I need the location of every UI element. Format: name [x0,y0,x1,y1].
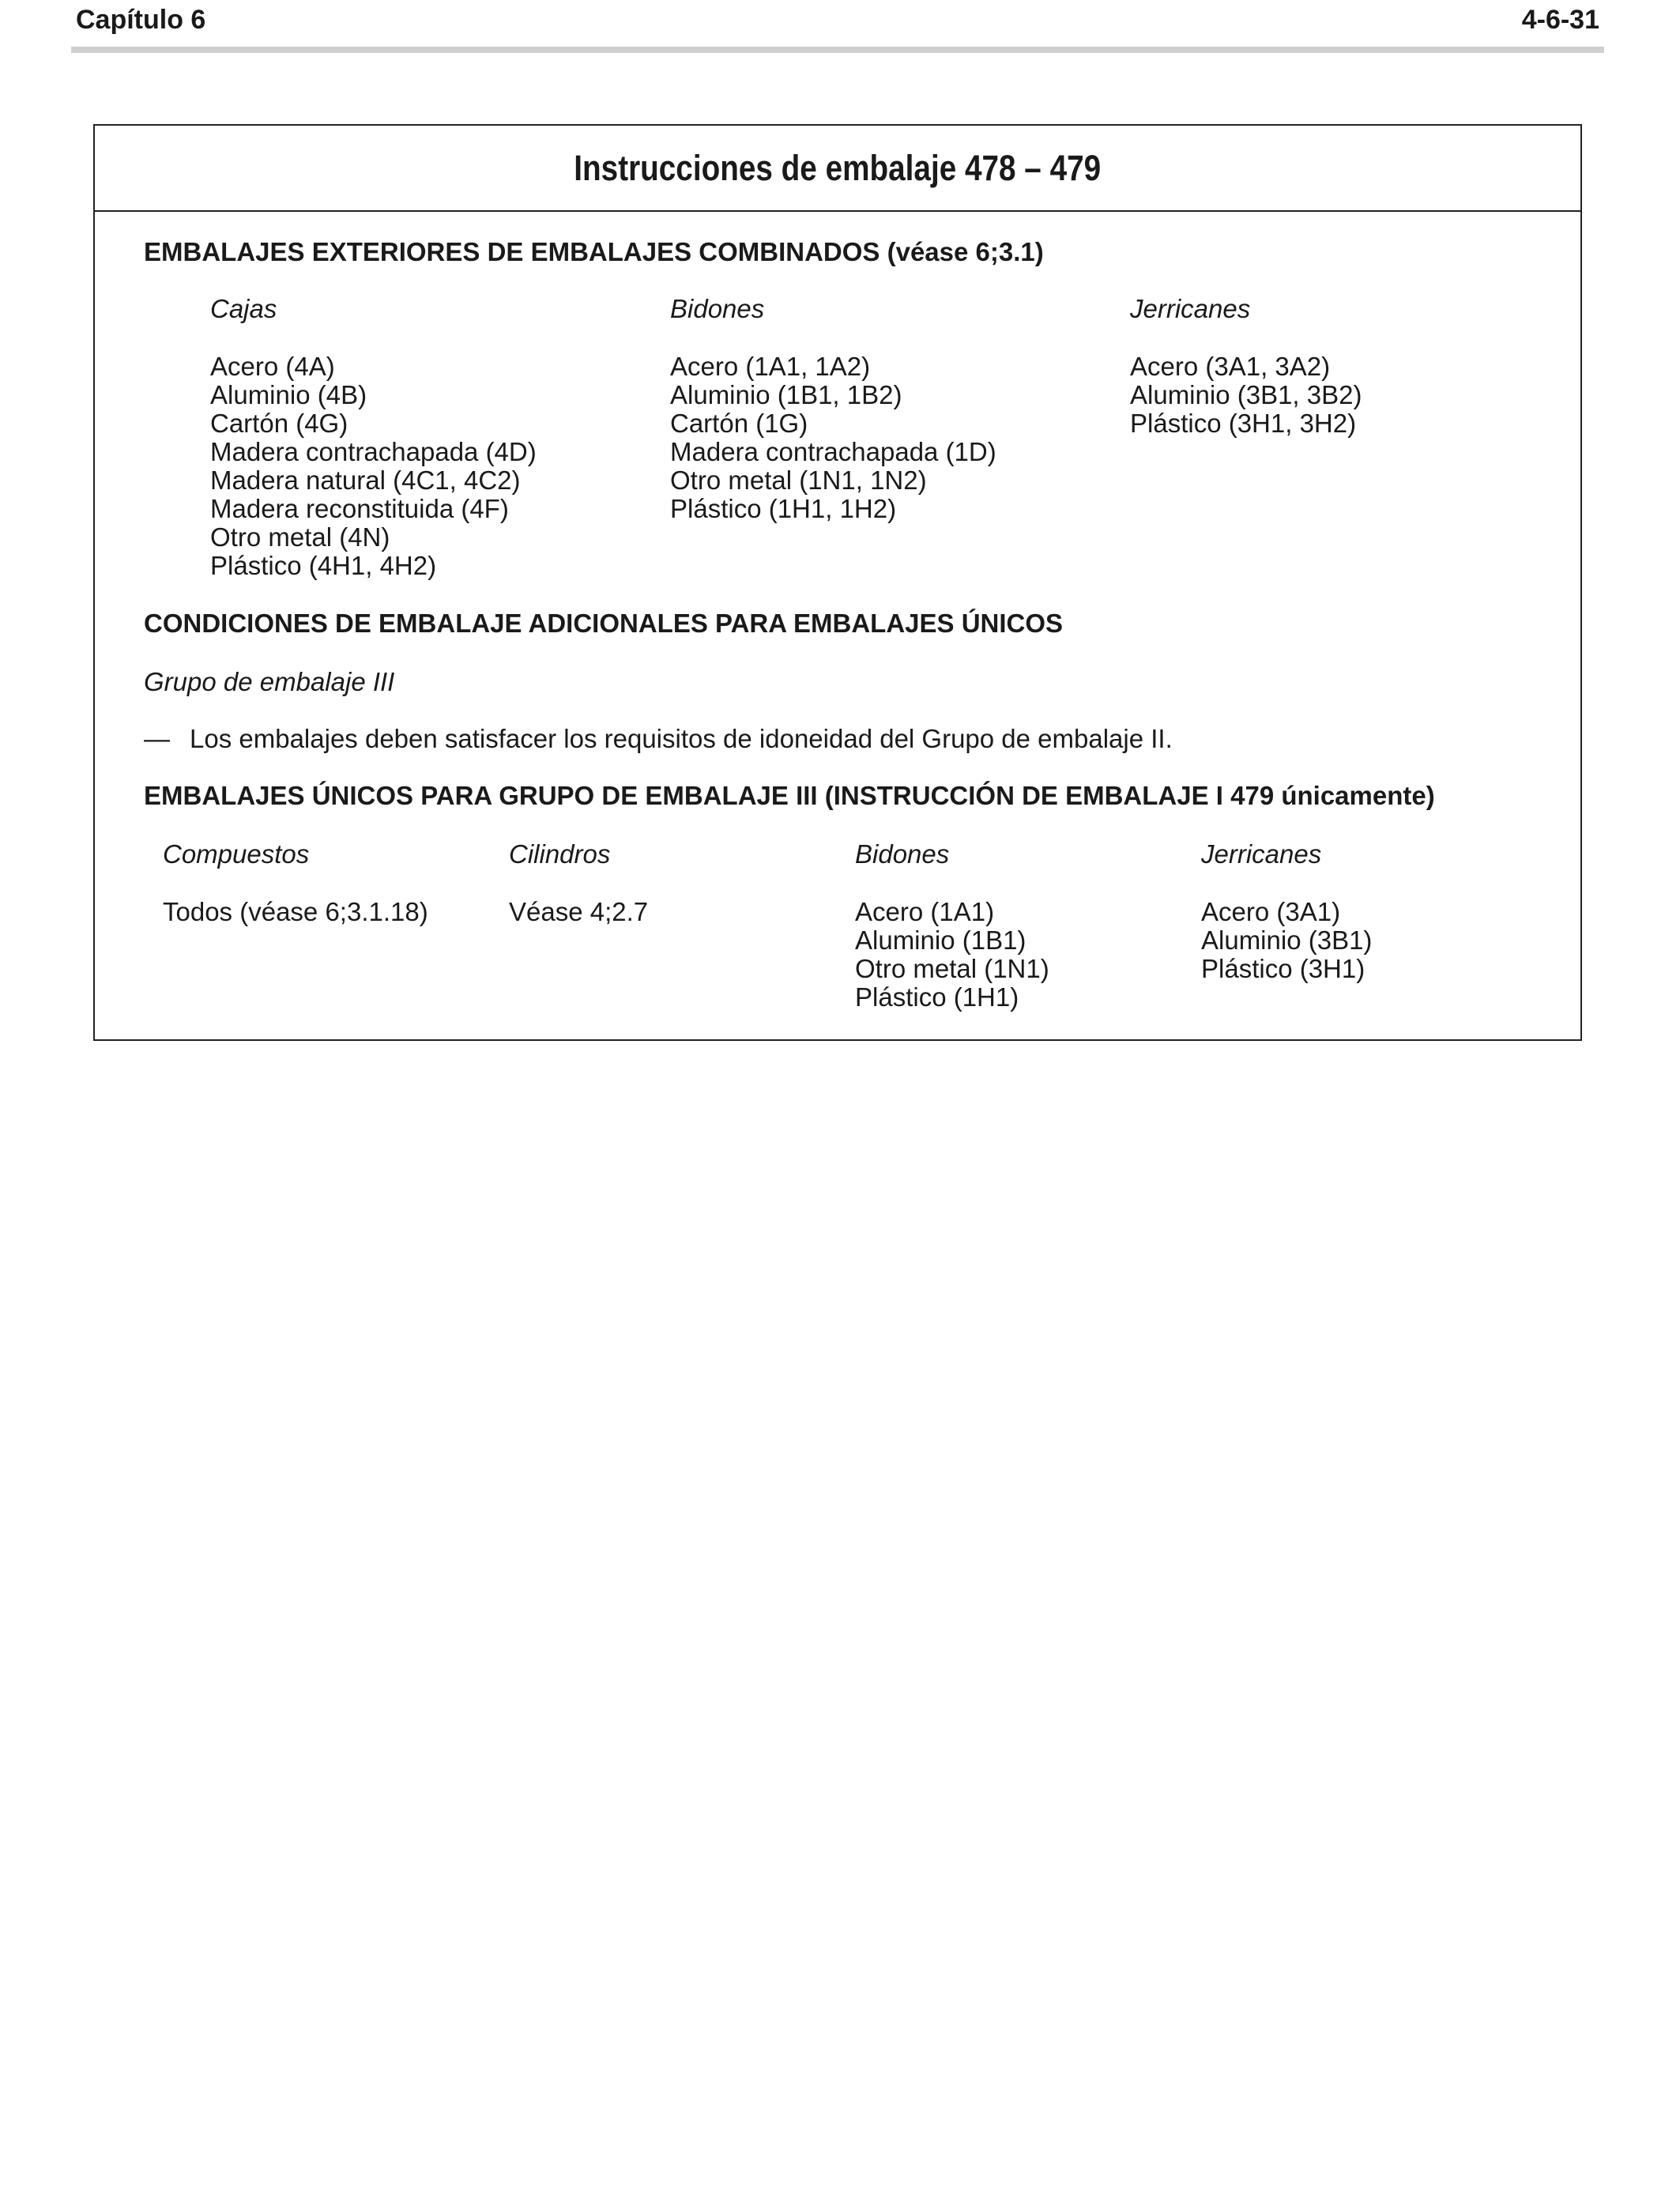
packing-instruction-box [93,124,1582,1041]
conditions-heading: CONDICIONES DE EMBALAJE ADICIONALES PARA EMBALAJES ÚNICOS [144,609,1064,638]
list-item: Madera natural (4C1, 4C2) [210,466,521,495]
list-item: Madera contrachapada (1D) [670,437,996,466]
chapter-label: Capítulo 6 [76,5,206,35]
list-item: Aluminio (1B1, 1B2) [670,380,902,409]
single-compuestos-list [163,898,428,926]
list-item: Plástico (3H1) [1201,954,1365,983]
single-col-cilindros-label: Cilindros [509,839,611,869]
list-item: Aluminio (4B) [210,380,367,409]
list-item: Acero (1A1, 1A2) [670,352,871,381]
outer-cajas-list [210,352,537,580]
list-item: Madera contrachapada (4D) [210,437,537,466]
outer-col-bidones-label: Bidones [670,294,765,323]
list-item: Acero (1A1) [855,897,995,926]
list-item: Plástico (3H1, 3H2) [1130,409,1357,438]
em-dash: — [144,724,170,753]
list-item: Aluminio (3B1, 3B2) [1130,380,1362,409]
note-text: Los embalajes deben satisfacer los requisitos de idoneidad del Grupo de embalaje II. [190,724,1173,753]
list-item: Otro metal (1N1) [855,954,1049,983]
single-cilindros-list [509,898,648,926]
single-bidones-list [855,898,1049,1012]
outer-jerricanes-list [1130,352,1362,438]
list-item: Aluminio (1B1) [855,925,1026,955]
single-packagings-heading: EMBALAJES ÚNICOS PARA GRUPO DE EMBALAJE III (INSTRUCCIÓN DE EMBALAJE I 479 únicamente) [144,781,1435,810]
list-item: Véase 4;2.7 [509,897,649,926]
outer-col-cajas-label: Cajas [210,294,277,323]
list-item: Plástico (1H1, 1H2) [670,494,897,523]
list-item: Acero (4A) [210,352,335,381]
list-item: Cartón (4G) [210,409,348,438]
list-item: Acero (3A1, 3A2) [1130,352,1331,381]
page-header [71,0,1604,52]
list-item: Otro metal (4N) [210,522,390,552]
list-item: Plástico (1H1) [855,982,1019,1012]
conditions-note [144,724,1173,754]
list-item: Plástico (4H1, 4H2) [210,551,437,580]
outer-col-jerricanes-label: Jerricanes [1130,294,1251,323]
single-col-compuestos-label: Compuestos [163,839,310,869]
single-jerricanes-list [1201,898,1372,983]
outer-bidones-list [670,352,996,523]
packing-group-label: Grupo de embalaje III [144,667,395,696]
page-number: 4-6-31 [1521,5,1599,35]
list-item: Otro metal (1N1, 1N2) [670,466,927,495]
list-item: Cartón (1G) [670,409,808,438]
header-rule [71,47,1604,53]
single-col-jerricanes-label: Jerricanes [1201,839,1322,869]
list-item: Madera reconstituida (4F) [210,494,509,523]
title-bar [95,126,1580,212]
single-col-bidones-label: Bidones [855,839,950,869]
list-item: Todos (véase 6;3.1.18) [163,897,428,926]
box-title: Instrucciones de embalaje 478 – 479 [574,147,1102,188]
outer-packagings-heading: EMBALAJES EXTERIORES DE EMBALAJES COMBINADOS (véase 6;3.1) [144,237,1044,266]
list-item: Aluminio (3B1) [1201,925,1373,955]
list-item: Acero (3A1) [1201,897,1341,926]
